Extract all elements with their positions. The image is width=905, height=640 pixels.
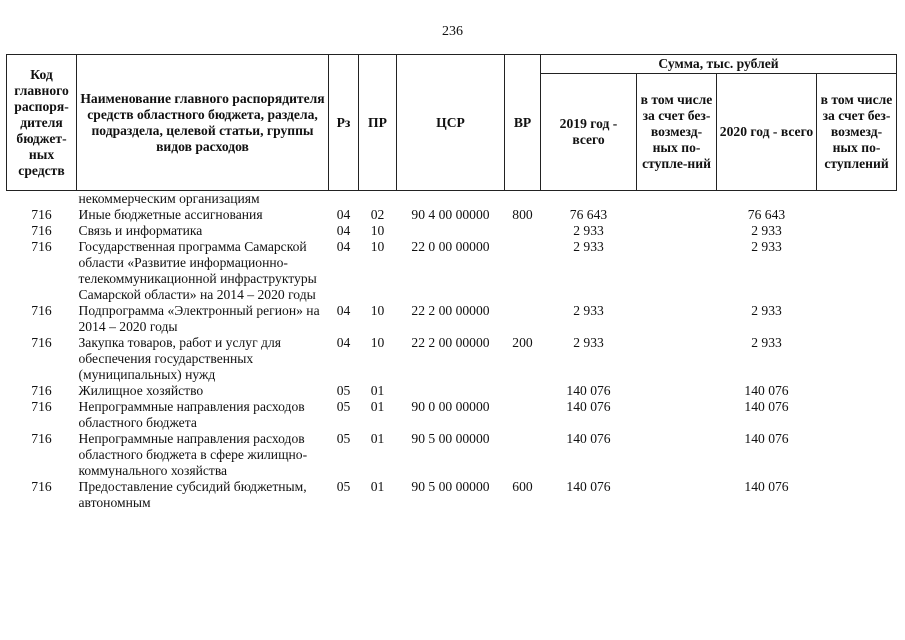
row-code: 716 — [31, 239, 52, 254]
row-2020-free — [817, 303, 897, 335]
row-csr: 22 2 00 00000 — [411, 335, 490, 350]
row-vr: 200 — [512, 335, 533, 350]
row-code: 716 — [31, 335, 52, 350]
row-2019-free — [637, 335, 717, 383]
header-name: Наименование главного распорядителя средств областного бюджета, раздела, подраздела, целевой статьи, группы видов расходов — [77, 55, 329, 191]
row-name: Связь и информатика — [78, 223, 203, 238]
table-row — [7, 383, 897, 399]
row-rz: 04 — [336, 239, 351, 254]
row-2019-free — [637, 431, 717, 479]
row-rz: 04 — [336, 223, 351, 238]
row-csr: 90 0 00 00000 — [411, 399, 490, 414]
row-code: 716 — [31, 383, 52, 398]
row-code: 716 — [31, 223, 52, 238]
row-2020-total: 2 933 — [751, 223, 782, 238]
row-pr: 01 — [370, 399, 385, 414]
row-vr: 600 — [512, 479, 533, 494]
table-row — [7, 399, 897, 431]
row-2019-free — [637, 223, 717, 239]
row-vr — [505, 191, 541, 208]
row-name: Закупка товаров, работ и услуг для обеспечения государственных (муниципальных) нужд — [78, 335, 282, 382]
row-2020-free — [817, 335, 897, 383]
table-row — [7, 303, 897, 335]
header-csr: ЦСР — [397, 55, 505, 191]
row-2020-total: 2 933 — [751, 303, 782, 318]
row-pr: 02 — [370, 207, 385, 222]
table-row — [7, 207, 897, 223]
row-rz — [329, 191, 359, 208]
row-2020-total: 140 076 — [744, 479, 789, 494]
row-rz: 05 — [336, 431, 351, 446]
row-csr: 22 2 00 00000 — [411, 303, 490, 318]
row-2019-total: 2 933 — [573, 335, 604, 350]
row-2019-total: 2 933 — [573, 239, 604, 254]
table-row — [7, 479, 897, 511]
row-rz: 04 — [336, 303, 351, 318]
row-pr: 01 — [370, 383, 385, 398]
row-2019-total: 2 933 — [573, 303, 604, 318]
row-name: Иные бюджетные ассигнования — [78, 207, 263, 222]
row-pr: 10 — [370, 239, 385, 254]
header-2019-total: 2019 год - всего — [541, 74, 637, 191]
row-vr: 800 — [512, 207, 533, 222]
row-2020-free — [817, 191, 897, 208]
row-code: 716 — [31, 207, 52, 222]
row-2020-free — [817, 479, 897, 511]
table-row — [7, 191, 897, 208]
row-name: Предоставление субсидий бюджетным, автономным — [78, 479, 307, 510]
row-csr: 90 4 00 00000 — [411, 207, 490, 222]
row-pr — [359, 191, 397, 208]
header-2020-total: 2020 год - всего — [717, 74, 817, 191]
row-2020-free — [817, 207, 897, 223]
header-sum: Сумма, тыс. рублей — [541, 55, 897, 74]
row-2019-free — [637, 479, 717, 511]
row-csr: 90 5 00 00000 — [411, 479, 490, 494]
row-name: Подпрограмма «Электронный регион» на 2014 – 2020 годы — [78, 303, 320, 334]
row-vr — [505, 431, 541, 479]
row-2020-total: 2 933 — [751, 335, 782, 350]
row-vr — [505, 383, 541, 399]
row-csr — [397, 223, 505, 239]
row-name: Непрограммные направления расходов областного бюджета — [78, 399, 305, 430]
row-2020-total: 2 933 — [751, 239, 782, 254]
row-csr — [397, 383, 505, 399]
row-2019-free — [637, 207, 717, 223]
row-2020-total: 76 643 — [747, 207, 786, 222]
row-2019-total: 140 076 — [566, 383, 611, 398]
row-rz: 04 — [336, 207, 351, 222]
row-code: 716 — [31, 303, 52, 318]
header-vr: ВР — [505, 55, 541, 191]
table-row — [7, 335, 897, 383]
row-code: 716 — [31, 431, 52, 446]
row-2019-total: 140 076 — [566, 431, 611, 446]
row-2019-total: 76 643 — [569, 207, 608, 222]
row-vr — [505, 399, 541, 431]
row-2019-free — [637, 191, 717, 208]
row-2020-total: 140 076 — [744, 399, 789, 414]
budget-table — [6, 54, 897, 511]
row-2019-total: 2 933 — [573, 223, 604, 238]
header-2019-free: в том числе за счет без-возмезд-ных по-ступле-ний — [637, 74, 717, 191]
row-2020-total: 140 076 — [744, 431, 789, 446]
row-vr — [505, 239, 541, 303]
row-name: Непрограммные направления расходов областного бюджета в сфере жилищно-коммунального хозяйства — [78, 431, 308, 478]
row-2019-free — [637, 303, 717, 335]
row-code: 716 — [31, 399, 52, 414]
table-row — [7, 239, 897, 303]
row-pr: 01 — [370, 431, 385, 446]
row-2020-free — [817, 431, 897, 479]
row-vr — [505, 223, 541, 239]
header-code: Код главного распоря-дителя бюджет-ных средств — [7, 55, 77, 191]
page-number: 236 — [442, 24, 463, 39]
table-row — [7, 223, 897, 239]
row-pr: 10 — [370, 303, 385, 318]
row-code: 716 — [31, 479, 52, 494]
row-csr: 22 0 00 00000 — [411, 239, 490, 254]
row-2019-total: 140 076 — [566, 479, 611, 494]
row-2019-free — [637, 399, 717, 431]
row-2019-free — [637, 383, 717, 399]
row-pr: 10 — [370, 335, 385, 350]
row-name: некоммерческим организациям — [78, 191, 260, 206]
row-2020-total: 140 076 — [744, 383, 789, 398]
row-2020-total — [717, 191, 817, 208]
row-csr: 90 5 00 00000 — [411, 431, 490, 446]
row-rz: 05 — [336, 399, 351, 414]
table-header — [7, 55, 897, 191]
row-rz: 05 — [336, 383, 351, 398]
row-name: Государственная программа Самарской области «Развитие информационно-телекоммуникационной инфраструктуры Самарской области» на 2014 – 2020 годы — [78, 239, 317, 302]
row-2020-free — [817, 383, 897, 399]
header-pr: ПР — [359, 55, 397, 191]
row-rz: 05 — [336, 479, 351, 494]
row-name: Жилищное хозяйство — [78, 383, 204, 398]
row-pr: 10 — [370, 223, 385, 238]
row-2019-total — [541, 191, 637, 208]
row-2019-total: 140 076 — [566, 399, 611, 414]
row-2019-free — [637, 239, 717, 303]
row-code — [7, 191, 77, 208]
header-rz: Рз — [329, 55, 359, 191]
row-2020-free — [817, 223, 897, 239]
header-2020-free: в том числе за счет без-возмезд-ных по-ступлений — [817, 74, 897, 191]
row-2020-free — [817, 239, 897, 303]
row-vr — [505, 303, 541, 335]
row-pr: 01 — [370, 479, 385, 494]
row-2020-free — [817, 399, 897, 431]
row-csr — [397, 191, 505, 208]
table-body — [7, 191, 897, 512]
table-row — [7, 431, 897, 479]
row-rz: 04 — [336, 335, 351, 350]
